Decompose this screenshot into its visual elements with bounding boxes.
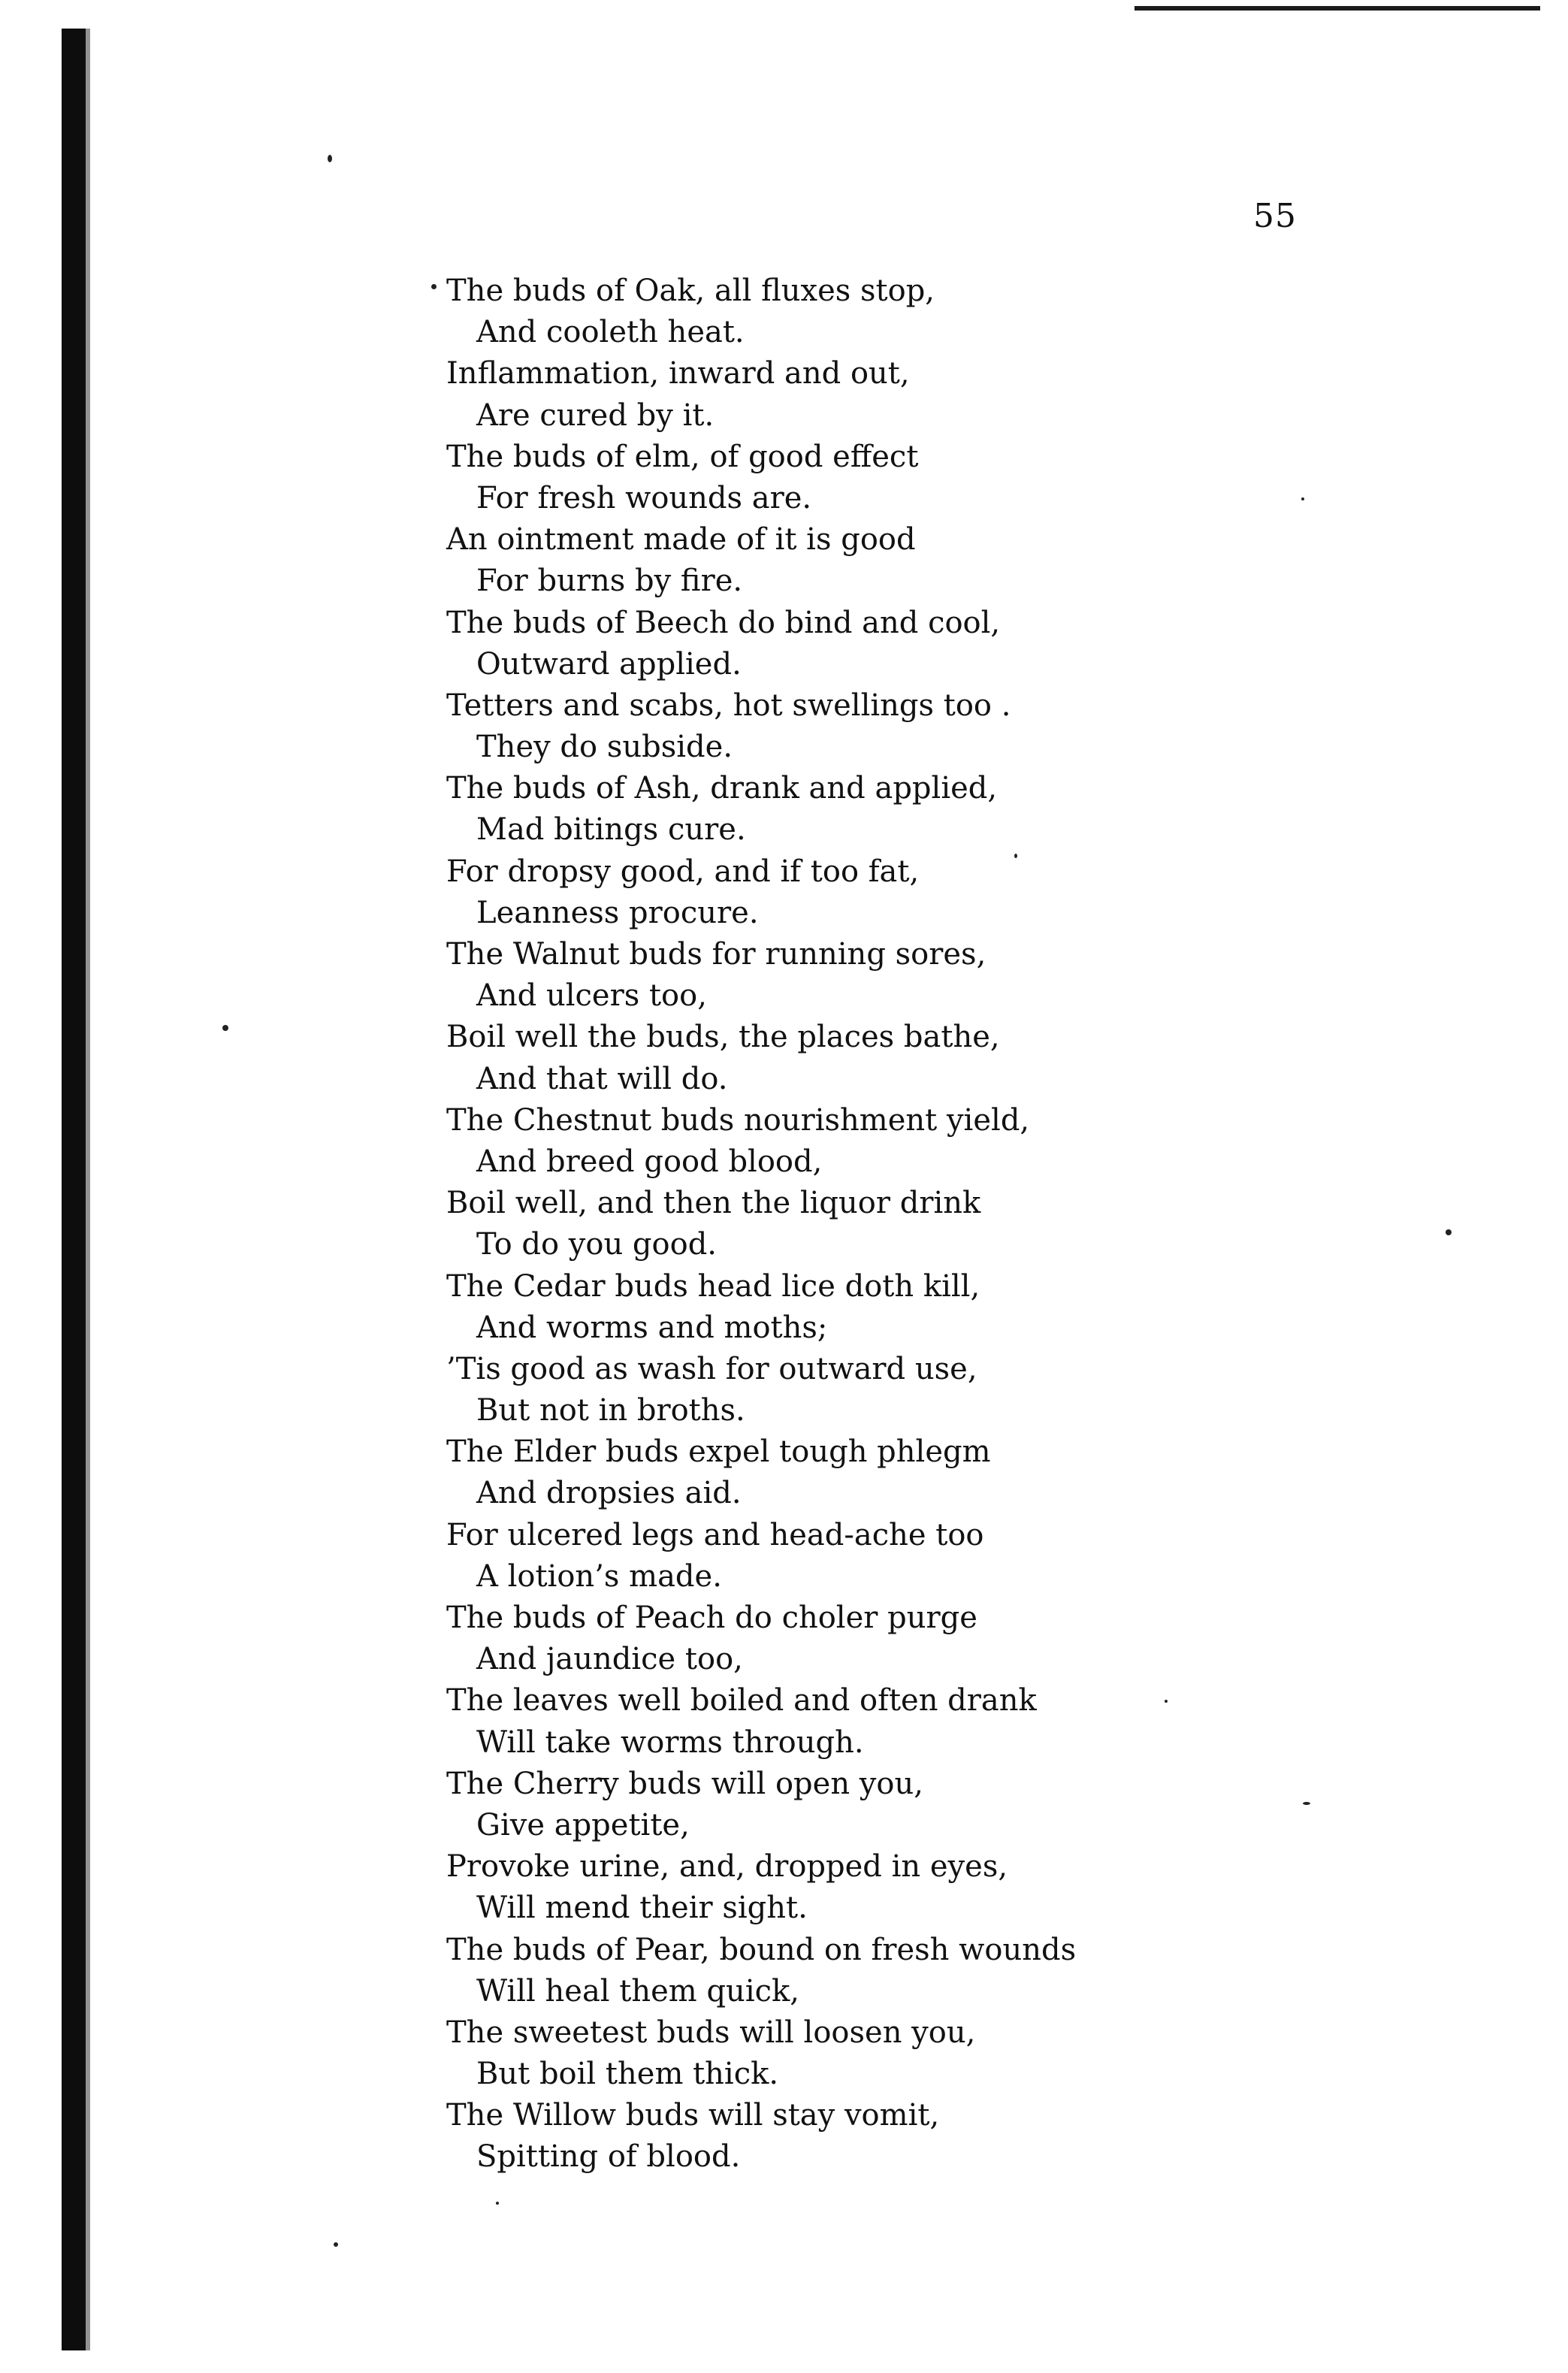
poem-line: For fresh wounds are. bbox=[476, 480, 812, 515]
poem-line: The Walnut buds for running sores, bbox=[446, 937, 986, 972]
poem-line: But not in broths. bbox=[476, 1393, 745, 1428]
poem-line: An ointment made of it is good bbox=[446, 522, 916, 558]
page-number: 55 bbox=[1253, 197, 1297, 235]
ink-speck bbox=[496, 2202, 499, 2205]
poem-line: And dropsies aid. bbox=[476, 1476, 742, 1511]
poem-line: Tetters and scabs, hot swellings too . bbox=[446, 688, 1011, 723]
poem-line: Will take worms through. bbox=[476, 1725, 864, 1760]
ink-speck bbox=[431, 284, 437, 289]
poem-line: Inflammation, inward and out, bbox=[446, 356, 910, 391]
poem-line: And cooleth heat. bbox=[476, 315, 745, 350]
poem-line: The sweetest buds will loosen you, bbox=[446, 2015, 976, 2050]
poem-line: The Cedar buds head lice doth kill, bbox=[446, 1268, 980, 1304]
poem-line: Will heal them quick, bbox=[476, 1973, 799, 2009]
poem-line: Give appetite, bbox=[476, 1807, 690, 1842]
top-rule bbox=[1134, 6, 1540, 11]
poem-line: For burns by fire. bbox=[476, 564, 743, 599]
poem-line: The buds of elm, of good effect bbox=[446, 439, 919, 474]
poem-line: ’Tis good as wash for outward use, bbox=[446, 1351, 977, 1386]
poem-line: For ulcered legs and head-ache too bbox=[446, 1517, 984, 1552]
poem-line: The buds of Pear, bound on fresh wounds bbox=[446, 1932, 1077, 1967]
poem-line: But boil them thick. bbox=[476, 2057, 779, 2092]
poem-line: The Chestnut buds nourishment yield, bbox=[446, 1102, 1030, 1138]
poem-line: For dropsy good, and if too fat, bbox=[446, 854, 920, 889]
poem-line: The Cherry buds will open you, bbox=[446, 1766, 923, 1801]
poem-line: To do you good. bbox=[476, 1227, 718, 1262]
poem-line: Boil well, and then the liquor drink bbox=[446, 1186, 981, 1221]
poem-line: Leanness procure. bbox=[476, 895, 759, 930]
poem-line: Spitting of blood. bbox=[476, 2139, 741, 2175]
poem-line: And breed good blood, bbox=[476, 1144, 823, 1179]
poem-line: The buds of Ash, drank and applied, bbox=[446, 771, 998, 806]
poem-line: The buds of Oak, all fluxes stop, bbox=[446, 274, 935, 308]
poem-line: Boil well the buds, the places bathe, bbox=[446, 1020, 1000, 1055]
poem-line: And worms and moths; bbox=[476, 1310, 828, 1345]
poem-line: And ulcers too, bbox=[476, 978, 707, 1014]
poem-line: Mad bitings cure. bbox=[476, 812, 746, 848]
poem-line: They do subside. bbox=[476, 730, 733, 765]
poem-line: The buds of Beech do bind and cool, bbox=[446, 605, 1001, 640]
ink-speck bbox=[334, 2242, 338, 2247]
ink-speck bbox=[328, 155, 332, 162]
poem-line: Will mend their sight. bbox=[476, 1891, 808, 1926]
ink-speck bbox=[1446, 1229, 1452, 1235]
poem-line: Provoke urine, and, dropped in eyes, bbox=[446, 1849, 1008, 1885]
poem-line: The leaves well boiled and often drank bbox=[446, 1683, 1037, 1719]
poem-line: The Elder buds expel tough phlegm bbox=[446, 1434, 991, 1470]
poem-line: A lotion’s made. bbox=[476, 1558, 722, 1594]
poem-line: The Willow buds will stay vomit, bbox=[446, 2098, 940, 2133]
ink-speck bbox=[222, 1025, 228, 1031]
scan-page-edge-shadow bbox=[86, 29, 90, 2350]
poem-line: And that will do. bbox=[476, 1061, 728, 1096]
poem-line: The buds of Peach do choler purge bbox=[446, 1601, 977, 1635]
poem-line: Are cured by it. bbox=[476, 398, 715, 433]
scan-page-edge bbox=[62, 29, 86, 2350]
poem-line: Outward applied. bbox=[476, 646, 742, 682]
poem-line: And jaundice too, bbox=[476, 1642, 743, 1677]
poem bbox=[446, 271, 1348, 2178]
